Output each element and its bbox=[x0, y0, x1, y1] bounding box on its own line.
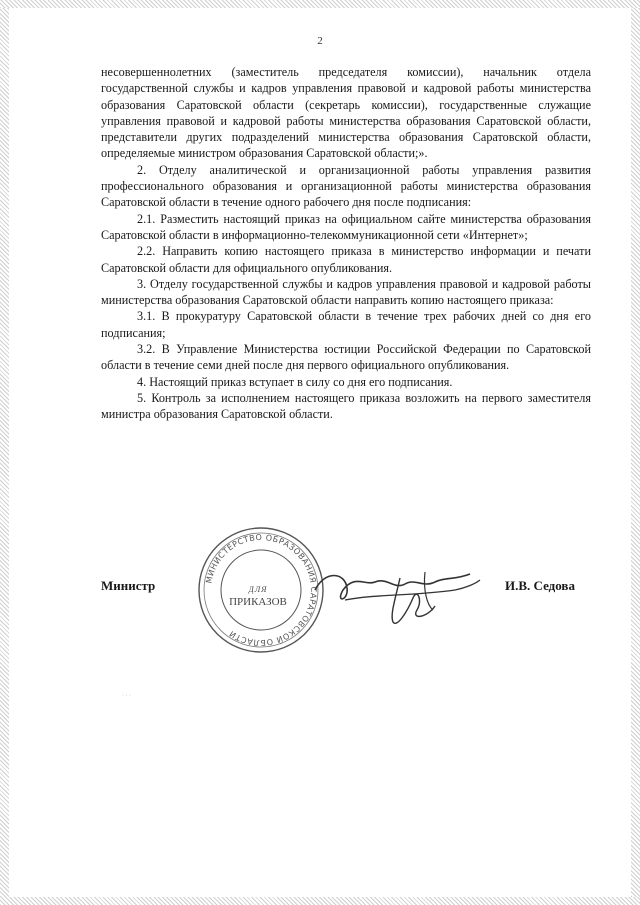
scan-border-top bbox=[0, 0, 640, 8]
paragraph: 2.2. Направить копию настоящего приказа в министерство информации и печати Саратовской области для официального опубликования. bbox=[101, 244, 591, 275]
scan-border-right bbox=[631, 0, 640, 905]
paragraph: 3. Отделу государственной службы и кадров управления правовой и кадровой работы министерства образования Саратовской области направить копию настоящего приказа: bbox=[101, 276, 591, 308]
stamp-center-main: ПРИКАЗОВ bbox=[229, 596, 287, 608]
document-body bbox=[101, 64, 591, 423]
stamp-ring-text: МИНИСТЕРСТВО ОБРАЗОВАНИЯ САРАТОВСКОЙ ОБЛАСТИ bbox=[204, 532, 319, 648]
signatory-title: Министр bbox=[101, 578, 156, 593]
paragraph: 2.1. Разместить настоящий приказ на официальном сайте министерства образования Саратовской области в информационно-телекоммуникационной сети «Интернет»; bbox=[101, 211, 591, 242]
paragraph: несовершеннолетних (заместитель председателя комиссии), начальник отдела государственной службы и кадров управления правовой и кадровой работы министерства образования Саратовской области (секретарь комиссии), государственные служащие управления правовой и кадровой работы министерства образования Саратовской области, представители других подразделений министерства образования Саратовской области, определяемые министром образования Саратовской области;». bbox=[101, 65, 591, 161]
paragraph: 5. Контроль за исполнением настоящего приказа возложить на первого заместителя министра образования Саратовской области. bbox=[101, 390, 591, 422]
paragraph: 2. Отделу аналитической и организационной работы управления развития профессионального образования и организационной работы министерства образования Саратовской области в течение одного рабочего дня после подписания: bbox=[101, 162, 591, 210]
page-number: 2 bbox=[317, 35, 323, 47]
signatory-name: И.В. Седова bbox=[505, 578, 575, 593]
stamp-center-top: ДЛЯ bbox=[248, 585, 268, 594]
paragraph: 3.2. В Управление Министерства юстиции Российской Федерации по Саратовской области в течение семи дней после дня первого официального опубликования. bbox=[101, 342, 591, 373]
scan-border-bottom bbox=[0, 897, 640, 905]
stamp-center bbox=[224, 584, 292, 608]
handwritten-signature-icon bbox=[305, 560, 485, 630]
scan-border-left bbox=[0, 0, 9, 905]
scan-specks: · · · bbox=[122, 693, 131, 699]
paragraph: 3.1. В прокуратуру Саратовской области в течение трех рабочих дней со дня его подписания; bbox=[101, 309, 591, 340]
paragraph: 4. Настоящий приказ вступает в силу со дня его подписания. bbox=[137, 374, 453, 389]
